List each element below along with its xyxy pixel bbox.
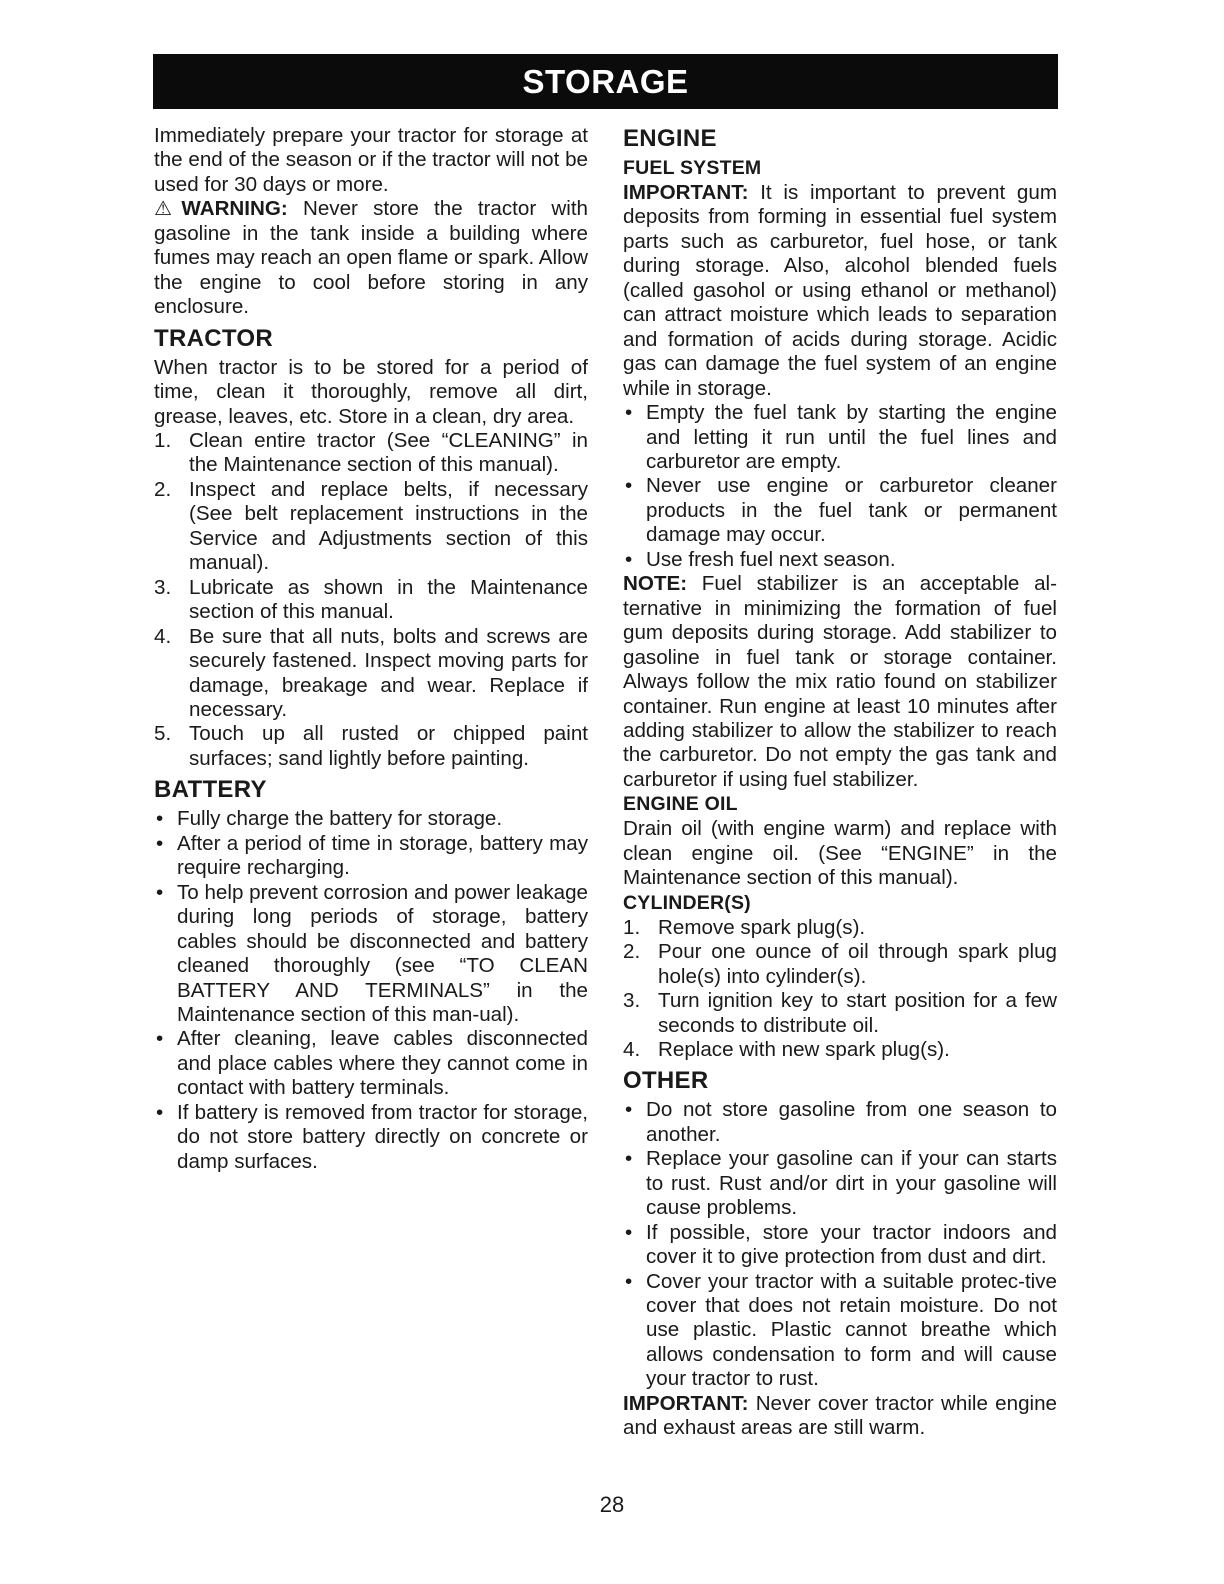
note-label: NOTE: <box>623 572 688 596</box>
intro-text: Immediately prepare your tractor for storage at the end of the season or if the tractor will not be used for 30 days or more. <box>154 124 588 196</box>
bullet-icon: • <box>625 1220 633 1244</box>
list-item: • Cover your tractor with a suitable protec-tive cover that does not retain moisture. Do not use plastic. Plastic cannot breathe which allows condensation to form and will cause your tractor to rust. <box>625 1269 1057 1391</box>
list-item: • If possible, store your tractor indoors and cover it to give protection from dust and dirt. <box>625 1220 1057 1269</box>
list-item: • To help prevent corrosion and power leakage during long periods of storage, battery cables should be disconnected and battery cleaned thoroughly (see “TO CLEAN BATTERY AND TERMINALS” in the Maintenance section of this man-ual). <box>156 880 588 1026</box>
tractor-text: When tractor is to be stored for a period of time, clean it thoroughly, remove all dirt, grease, leaves, etc. Store in a clean, dry area. <box>154 355 588 428</box>
list-item: 4. Be sure that all nuts, bolts and screws are securely fastened. Inspect moving parts for damage, breakage and wear. Replace if necessary. <box>154 624 588 721</box>
important-label: IMPORTANT: <box>623 1391 749 1415</box>
fuel-bullets <box>623 401 1057 572</box>
right-column <box>623 124 1057 1441</box>
other-bullets <box>623 1098 1057 1391</box>
page-title: STORAGE <box>153 54 1058 109</box>
list-item: • Replace your gasoline can if your can starts to rust. Rust and/or dirt in your gasoline will cause problems. <box>625 1147 1057 1220</box>
list-item: 1. Remove spark plug(s). <box>623 915 866 939</box>
other-important-paragraph: IMPORTANT: Never cover tractor while engine and exhaust areas are still warm. <box>623 1391 1057 1440</box>
engine-oil-text: Drain oil (with engine warm) and replace with clean engine oil. (See “ENGINE” in the Maintenance section of this manual). <box>623 817 1057 890</box>
list-item: 2. Inspect and replace belts, if necessary (See belt replacement instructions in the Service and Adjustments section of this manual). <box>154 477 588 575</box>
list-item: 3. Turn ignition key to start position for a few seconds to distribute oil. <box>623 989 1057 1037</box>
list-item: • Fully charge the battery for storage. <box>156 807 503 831</box>
warning-text: Never store the tractor with gasoline in the tank inside a building where fumes may reach an open flame or spark. Allow the engine to cool before storing in any enclosure. <box>154 197 588 319</box>
list-item: • If battery is removed from tractor for storage, do not store battery directly on concrete or damp surfaces. <box>156 1100 588 1173</box>
list-item: • Do not store gasoline from one season to another. <box>625 1098 1057 1146</box>
bullet-icon: • <box>625 401 633 425</box>
list-item: • After cleaning, leave cables disconnected and place cables where they cannot come in contact with battery terminals. <box>156 1027 588 1100</box>
bullet-icon: • <box>625 1147 633 1171</box>
warning-paragraph <box>154 197 588 319</box>
fuel-important-paragraph: IMPORTANT: It is important to prevent gum deposits from forming in essential fuel system parts such as carburetor, fuel hose, or tank during storage. Also, alcohol blended fuels (called gasohol or using ethanol or methanol) can attract moisture which leads to separation and formation of acids during storage. Acidic gas can damage the fuel system of an engine while in storage. <box>623 181 1057 400</box>
list-item: 1. Clean entire tractor (See “CLEANING” in the Maintenance section of this manual). <box>154 428 588 477</box>
list-item: • Empty the fuel tank by starting the engine and letting it run until the fuel lines and carburetor are empty. <box>625 401 1057 473</box>
list-item: 5. Touch up all rusted or chipped paint surfaces; sand lightly before painting. <box>154 722 588 770</box>
bullet-icon: • <box>156 807 164 831</box>
other-heading: OTHER <box>623 1067 709 1095</box>
fuel-note-paragraph: NOTE: Fuel stabilizer is an acceptable al-ternative in minimizing the formation of fuel gum deposits during storage. Add stabilizer to gasoline in fuel tank or storage container. Always follow the mix ratio found on stabilizer container. Run engine at least 10 minutes after adding stabilizer to allow the stabilizer to reach the carburetor. Do not empty the gas tank and carburetor if using fuel stabilizer. <box>623 572 1057 791</box>
list-item: 4. Replace with new spark plug(s). <box>623 1037 950 1061</box>
list-item: 2. Pour one ounce of oil through spark plug hole(s) into cylinder(s). <box>623 940 1057 988</box>
engine-oil-heading: ENGINE OIL <box>623 793 738 816</box>
list-item: • Use fresh fuel next season. <box>625 547 896 571</box>
important-label: IMPORTANT: <box>623 181 749 204</box>
list-item: • Never use engine or carburetor cleaner products in the fuel tank or permanent damage may occur. <box>625 474 1057 547</box>
battery-bullets <box>154 807 588 1174</box>
left-column <box>154 124 588 1174</box>
fuel-system-heading: FUEL SYSTEM <box>623 157 762 179</box>
tractor-steps <box>154 429 588 771</box>
bullet-icon: • <box>625 474 633 498</box>
bullet-icon: • <box>625 1269 633 1293</box>
list-item: • After a period of time in storage, battery may require recharging. <box>156 831 588 880</box>
warning-triangle-icon: ⚠ <box>154 198 182 221</box>
bullet-icon: • <box>156 831 164 855</box>
list-item: 3. Lubricate as shown in the Maintenance section of this manual. <box>154 575 588 624</box>
cylinder-steps <box>623 916 1057 1063</box>
engine-heading: ENGINE <box>623 125 717 152</box>
bullet-icon: • <box>625 547 633 571</box>
warning-label: WARNING: <box>181 197 288 221</box>
battery-heading: BATTERY <box>154 776 267 804</box>
bullet-icon: • <box>156 880 164 904</box>
page-number: 28 <box>599 1492 625 1517</box>
cylinders-heading: CYLINDER(S) <box>623 891 751 914</box>
tractor-heading: TRACTOR <box>154 324 273 352</box>
bullet-icon: • <box>156 1100 164 1124</box>
bullet-icon: • <box>625 1098 633 1122</box>
bullet-icon: • <box>156 1027 164 1051</box>
